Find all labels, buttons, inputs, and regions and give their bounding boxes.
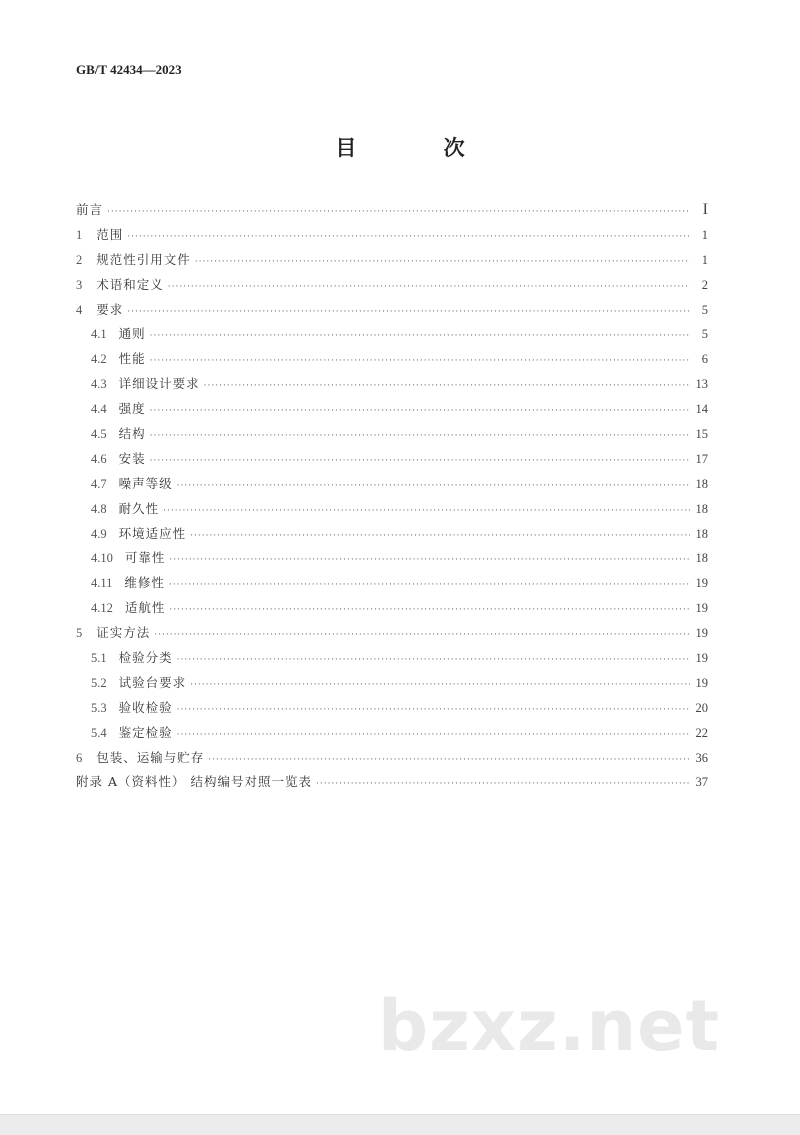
toc-entry-number: 4.8 bbox=[91, 501, 107, 516]
toc-entry-label: 证实方法 bbox=[96, 625, 151, 641]
toc-entry[interactable] bbox=[76, 399, 708, 424]
dot-leader bbox=[190, 675, 690, 695]
toc-entry-number: 4.9 bbox=[91, 526, 107, 541]
table-of-contents bbox=[76, 200, 708, 797]
toc-entry-number: 4.7 bbox=[91, 476, 107, 491]
toc-entry-label: 范围 bbox=[96, 226, 124, 242]
toc-entry-page: 36 bbox=[695, 750, 708, 765]
toc-entry[interactable] bbox=[76, 598, 708, 623]
dot-leader bbox=[177, 650, 690, 670]
toc-entry-label: 安装 bbox=[118, 450, 146, 466]
toc-entry-number: 4.12 bbox=[91, 601, 113, 616]
toc-entry[interactable] bbox=[76, 573, 708, 598]
toc-entry[interactable] bbox=[76, 374, 708, 399]
toc-entry-label: 附录 A（资料性） 结构编号对照一览表 bbox=[76, 774, 312, 790]
toc-entry-number: 5.2 bbox=[91, 675, 107, 690]
toc-entry-label: 验收检验 bbox=[118, 699, 173, 715]
page-title: 目 次 bbox=[335, 135, 505, 160]
toc-entry-page: 2 bbox=[701, 277, 708, 292]
toc-entry-label: 前言 bbox=[76, 202, 104, 217]
toc-entry-page: 13 bbox=[695, 377, 708, 392]
toc-entry[interactable] bbox=[76, 324, 708, 349]
toc-entry-label: 噪声等级 bbox=[118, 475, 173, 491]
toc-entry-number: 4 bbox=[76, 302, 83, 317]
dot-leader bbox=[208, 750, 690, 770]
toc-entry-page: 18 bbox=[695, 551, 708, 566]
toc-entry[interactable] bbox=[76, 499, 708, 524]
dot-leader bbox=[150, 451, 690, 471]
dot-leader bbox=[150, 401, 690, 421]
toc-entry-label: 强度 bbox=[118, 401, 146, 417]
dot-leader bbox=[150, 326, 690, 346]
toc-entry-page: 19 bbox=[695, 675, 708, 690]
toc-entry-label: 试验台要求 bbox=[118, 674, 187, 690]
dot-leader bbox=[177, 700, 690, 720]
dot-leader bbox=[107, 202, 690, 222]
dot-leader bbox=[154, 625, 690, 645]
toc-entry-label: 性能 bbox=[118, 351, 146, 367]
toc-entry-number: 4.1 bbox=[91, 327, 107, 342]
toc-entry[interactable] bbox=[76, 524, 708, 549]
toc-entry-label: 检验分类 bbox=[118, 650, 173, 666]
toc-entry[interactable] bbox=[76, 349, 708, 374]
toc-entry-number: 4.11 bbox=[91, 576, 113, 591]
toc-entry-label: 规范性引用文件 bbox=[96, 251, 191, 267]
dot-leader bbox=[177, 725, 690, 745]
toc-entry-number: 5.1 bbox=[91, 651, 107, 666]
toc-entry-label: 通则 bbox=[118, 326, 146, 342]
toc-entry[interactable] bbox=[76, 474, 708, 499]
dot-leader bbox=[163, 501, 690, 521]
toc-entry-page: 19 bbox=[695, 601, 708, 616]
toc-entry-label: 可靠性 bbox=[124, 550, 166, 566]
toc-entry-page: 14 bbox=[695, 402, 708, 417]
toc-entry[interactable] bbox=[76, 548, 708, 573]
toc-entry-number: 3 bbox=[76, 277, 83, 292]
toc-entry-label: 环境适应性 bbox=[118, 525, 187, 541]
toc-entry[interactable] bbox=[76, 300, 708, 325]
toc-entry-page: 20 bbox=[695, 700, 708, 715]
toc-entry-number: 4.4 bbox=[91, 402, 107, 417]
toc-entry[interactable] bbox=[76, 424, 708, 449]
toc-entry[interactable] bbox=[76, 225, 708, 250]
toc-entry[interactable] bbox=[76, 200, 708, 225]
dot-leader bbox=[150, 351, 690, 371]
dot-leader bbox=[204, 376, 690, 396]
toc-entry-number: 4.5 bbox=[91, 427, 107, 442]
toc-entry-page: 18 bbox=[695, 501, 708, 516]
toc-entry-page: 19 bbox=[695, 576, 708, 591]
toc-entry-page: 15 bbox=[695, 427, 708, 442]
toc-entry-label: 适航性 bbox=[124, 600, 166, 616]
toc-entry-label: 术语和定义 bbox=[96, 276, 164, 292]
standard-number: GB/T 42434—2023 bbox=[76, 62, 182, 77]
toc-entry[interactable] bbox=[76, 723, 708, 748]
toc-entry-number: 5.3 bbox=[91, 700, 107, 715]
watermark: bzxz.net bbox=[378, 985, 721, 1067]
toc-entry[interactable] bbox=[76, 698, 708, 723]
toc-entry-label: 结构 bbox=[118, 426, 146, 442]
toc-entry-label: 维修性 bbox=[124, 575, 165, 591]
toc-entry-number: 2 bbox=[76, 252, 83, 267]
toc-entry-label: 要求 bbox=[96, 301, 124, 317]
toc-entry-number: 6 bbox=[76, 750, 83, 765]
toc-entry-number: 4.6 bbox=[91, 451, 107, 466]
toc-entry-page: 22 bbox=[695, 725, 708, 740]
toc-entry-page: 37 bbox=[695, 775, 708, 790]
toc-entry[interactable] bbox=[76, 623, 708, 648]
dot-leader bbox=[316, 774, 690, 794]
toc-entry-page: 19 bbox=[695, 651, 708, 666]
dot-leader bbox=[169, 600, 690, 620]
toc-entry[interactable] bbox=[76, 449, 708, 474]
dot-leader bbox=[168, 277, 690, 297]
dot-leader bbox=[177, 476, 690, 496]
toc-entry-page: 17 bbox=[695, 451, 708, 466]
toc-entry-page: 6 bbox=[701, 352, 708, 367]
toc-entry-number: 4.2 bbox=[91, 352, 107, 367]
toc-entry-page: 1 bbox=[701, 227, 708, 242]
dot-leader bbox=[169, 550, 690, 570]
dot-leader bbox=[190, 526, 690, 546]
toc-entry-number: 5 bbox=[76, 626, 83, 641]
dot-leader bbox=[127, 227, 690, 247]
toc-entry-page: 5 bbox=[701, 327, 708, 342]
toc-entry-label: 鉴定检验 bbox=[118, 724, 173, 740]
toc-entry[interactable] bbox=[76, 275, 708, 300]
toc-entry-page: 18 bbox=[695, 476, 708, 491]
bottom-bar bbox=[0, 1114, 800, 1135]
dot-leader bbox=[169, 575, 690, 595]
toc-entry-number: 4.3 bbox=[91, 377, 107, 392]
toc-entry-page: 5 bbox=[701, 302, 708, 317]
dot-leader bbox=[127, 302, 690, 322]
toc-entry[interactable] bbox=[76, 748, 708, 773]
toc-entry-label: 包装、运输与贮存 bbox=[96, 749, 205, 765]
toc-entry-number: 4.10 bbox=[91, 551, 113, 566]
toc-entry[interactable] bbox=[76, 673, 708, 698]
dot-leader bbox=[150, 426, 690, 446]
toc-entry-page: 18 bbox=[695, 526, 708, 541]
toc-entry-number: 5.4 bbox=[91, 725, 107, 740]
toc-entry[interactable] bbox=[76, 250, 708, 275]
toc-entry[interactable] bbox=[76, 648, 708, 673]
toc-entry-label: 耐久性 bbox=[118, 500, 160, 516]
toc-entry-number: 1 bbox=[76, 227, 83, 242]
toc-entry-page: 1 bbox=[701, 252, 708, 267]
dot-leader bbox=[195, 252, 690, 272]
toc-entry-page: I bbox=[702, 201, 708, 218]
toc-entry[interactable] bbox=[76, 772, 708, 797]
toc-entry-page: 19 bbox=[695, 626, 708, 641]
toc-entry-label: 详细设计要求 bbox=[118, 376, 200, 392]
